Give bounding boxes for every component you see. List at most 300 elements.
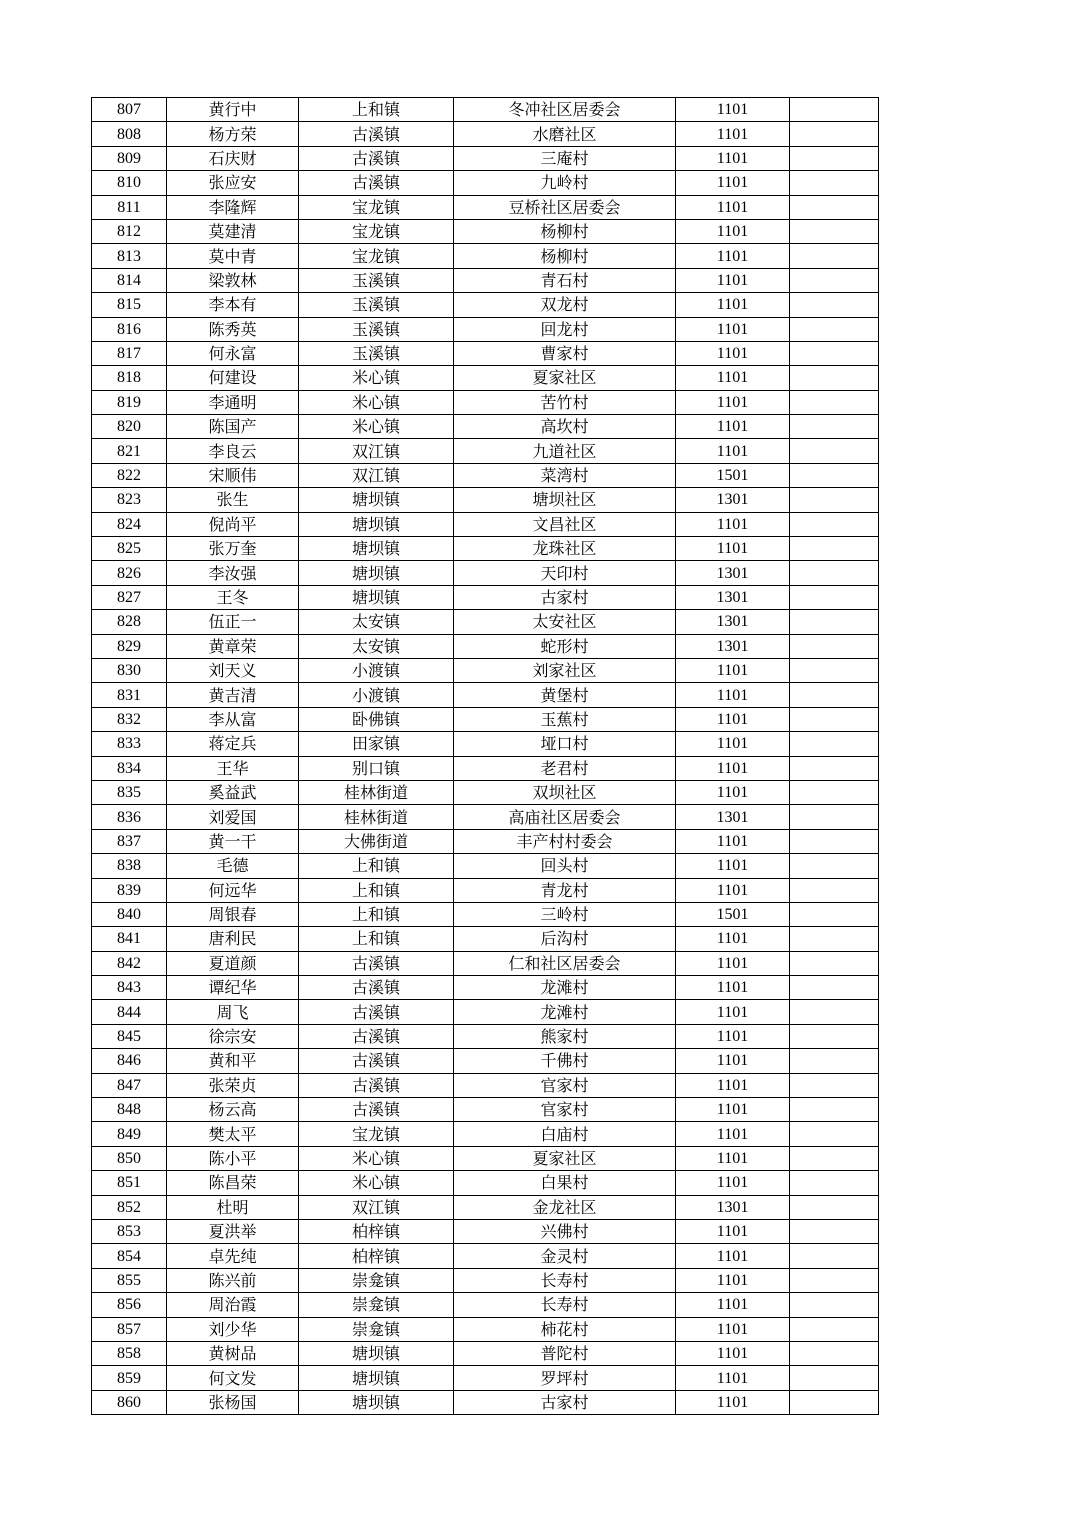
table-row bbox=[92, 634, 879, 658]
code-cell: 1101 bbox=[676, 146, 790, 170]
code-cell: 1101 bbox=[676, 317, 790, 341]
name-cell: 刘爱国 bbox=[167, 805, 299, 829]
code-cell: 1101 bbox=[676, 878, 790, 902]
code-cell: 1101 bbox=[676, 1268, 790, 1292]
name-cell: 黄和平 bbox=[167, 1049, 299, 1073]
name-cell: 李从富 bbox=[167, 707, 299, 731]
remark-cell bbox=[790, 1390, 879, 1414]
remark-cell bbox=[790, 1293, 879, 1317]
town-cell: 卧佛镇 bbox=[299, 707, 454, 731]
remark-cell bbox=[790, 1244, 879, 1268]
name-cell: 陈兴前 bbox=[167, 1268, 299, 1292]
remark-cell bbox=[790, 780, 879, 804]
town-cell: 塘坝镇 bbox=[299, 488, 454, 512]
row-number-cell: 839 bbox=[92, 878, 167, 902]
row-number-cell: 825 bbox=[92, 537, 167, 561]
table-row bbox=[92, 683, 879, 707]
row-number-cell: 817 bbox=[92, 341, 167, 365]
table-row bbox=[92, 1000, 879, 1024]
row-number-cell: 810 bbox=[92, 171, 167, 195]
name-cell: 陈小平 bbox=[167, 1146, 299, 1170]
remark-cell bbox=[790, 1024, 879, 1048]
remark-cell bbox=[790, 537, 879, 561]
remark-cell bbox=[790, 195, 879, 219]
town-cell: 古溪镇 bbox=[299, 951, 454, 975]
remark-cell bbox=[790, 829, 879, 853]
remark-cell bbox=[790, 146, 879, 170]
name-cell: 周飞 bbox=[167, 1000, 299, 1024]
town-cell: 太安镇 bbox=[299, 634, 454, 658]
town-cell: 玉溪镇 bbox=[299, 341, 454, 365]
code-cell: 1101 bbox=[676, 244, 790, 268]
town-cell: 田家镇 bbox=[299, 732, 454, 756]
town-cell: 米心镇 bbox=[299, 366, 454, 390]
remark-cell bbox=[790, 927, 879, 951]
table-row bbox=[92, 1098, 879, 1122]
row-number-cell: 848 bbox=[92, 1098, 167, 1122]
table-row bbox=[92, 1171, 879, 1195]
table-row bbox=[92, 756, 879, 780]
table-row bbox=[92, 780, 879, 804]
name-cell: 张万奎 bbox=[167, 537, 299, 561]
town-cell: 塘坝镇 bbox=[299, 1341, 454, 1365]
remark-cell bbox=[790, 1049, 879, 1073]
row-number-cell: 860 bbox=[92, 1390, 167, 1414]
row-number-cell: 812 bbox=[92, 219, 167, 243]
village-cell: 白庙村 bbox=[454, 1122, 676, 1146]
village-cell: 柿花村 bbox=[454, 1317, 676, 1341]
village-cell: 天印村 bbox=[454, 561, 676, 585]
village-cell: 夏家社区 bbox=[454, 366, 676, 390]
table-row bbox=[92, 829, 879, 853]
remark-cell bbox=[790, 244, 879, 268]
table-row bbox=[92, 561, 879, 585]
village-cell: 千佛村 bbox=[454, 1049, 676, 1073]
town-cell: 崇龛镇 bbox=[299, 1293, 454, 1317]
table-row bbox=[92, 439, 879, 463]
code-cell: 1101 bbox=[676, 658, 790, 682]
town-cell: 古溪镇 bbox=[299, 1000, 454, 1024]
village-cell: 青龙村 bbox=[454, 878, 676, 902]
code-cell: 1101 bbox=[676, 1098, 790, 1122]
name-cell: 黄章荣 bbox=[167, 634, 299, 658]
village-cell: 熊家村 bbox=[454, 1024, 676, 1048]
town-cell: 古溪镇 bbox=[299, 146, 454, 170]
row-number-cell: 843 bbox=[92, 976, 167, 1000]
code-cell: 1301 bbox=[676, 1195, 790, 1219]
name-cell: 陈秀英 bbox=[167, 317, 299, 341]
name-cell: 杜明 bbox=[167, 1195, 299, 1219]
code-cell: 1301 bbox=[676, 634, 790, 658]
table-row bbox=[92, 854, 879, 878]
village-cell: 兴佛村 bbox=[454, 1219, 676, 1243]
village-cell: 水磨社区 bbox=[454, 122, 676, 146]
code-cell: 1101 bbox=[676, 829, 790, 853]
village-cell: 高坎村 bbox=[454, 415, 676, 439]
code-cell: 1101 bbox=[676, 976, 790, 1000]
name-cell: 何永富 bbox=[167, 341, 299, 365]
remark-cell bbox=[790, 1000, 879, 1024]
row-number-cell: 840 bbox=[92, 902, 167, 926]
table-row bbox=[92, 366, 879, 390]
row-number-cell: 849 bbox=[92, 1122, 167, 1146]
table-row bbox=[92, 293, 879, 317]
table-row bbox=[92, 927, 879, 951]
town-cell: 米心镇 bbox=[299, 1146, 454, 1170]
village-cell: 黄堡村 bbox=[454, 683, 676, 707]
remark-cell bbox=[790, 707, 879, 731]
name-cell: 周治霞 bbox=[167, 1293, 299, 1317]
village-cell: 古家村 bbox=[454, 585, 676, 609]
code-cell: 1101 bbox=[676, 1024, 790, 1048]
row-number-cell: 851 bbox=[92, 1171, 167, 1195]
name-cell: 陈国产 bbox=[167, 415, 299, 439]
name-cell: 王华 bbox=[167, 756, 299, 780]
code-cell: 1101 bbox=[676, 1146, 790, 1170]
remark-cell bbox=[790, 1146, 879, 1170]
table-row bbox=[92, 805, 879, 829]
row-number-cell: 847 bbox=[92, 1073, 167, 1097]
table-row bbox=[92, 976, 879, 1000]
table-row bbox=[92, 98, 879, 122]
row-number-cell: 838 bbox=[92, 854, 167, 878]
village-cell: 垭口村 bbox=[454, 732, 676, 756]
remark-cell bbox=[790, 610, 879, 634]
remark-cell bbox=[790, 98, 879, 122]
village-cell: 金龙社区 bbox=[454, 1195, 676, 1219]
table-row bbox=[92, 415, 879, 439]
remark-cell bbox=[790, 951, 879, 975]
table-row bbox=[92, 122, 879, 146]
town-cell: 塘坝镇 bbox=[299, 537, 454, 561]
row-number-cell: 824 bbox=[92, 512, 167, 536]
village-cell: 官家村 bbox=[454, 1098, 676, 1122]
remark-cell bbox=[790, 366, 879, 390]
remark-cell bbox=[790, 415, 879, 439]
row-number-cell: 823 bbox=[92, 488, 167, 512]
town-cell: 双江镇 bbox=[299, 1195, 454, 1219]
code-cell: 1101 bbox=[676, 927, 790, 951]
row-number-cell: 841 bbox=[92, 927, 167, 951]
code-cell: 1101 bbox=[676, 293, 790, 317]
table-row bbox=[92, 537, 879, 561]
code-cell: 1101 bbox=[676, 707, 790, 731]
remark-cell bbox=[790, 683, 879, 707]
row-number-cell: 855 bbox=[92, 1268, 167, 1292]
remark-cell bbox=[790, 902, 879, 926]
code-cell: 1101 bbox=[676, 1171, 790, 1195]
row-number-cell: 859 bbox=[92, 1366, 167, 1390]
table-row bbox=[92, 1293, 879, 1317]
town-cell: 上和镇 bbox=[299, 98, 454, 122]
village-cell: 菜湾村 bbox=[454, 463, 676, 487]
row-number-cell: 822 bbox=[92, 463, 167, 487]
row-number-cell: 858 bbox=[92, 1341, 167, 1365]
row-number-cell: 828 bbox=[92, 610, 167, 634]
remark-cell bbox=[790, 122, 879, 146]
village-cell: 金灵村 bbox=[454, 1244, 676, 1268]
row-number-cell: 829 bbox=[92, 634, 167, 658]
town-cell: 宝龙镇 bbox=[299, 219, 454, 243]
row-number-cell: 835 bbox=[92, 780, 167, 804]
town-cell: 米心镇 bbox=[299, 1171, 454, 1195]
village-cell: 长寿村 bbox=[454, 1268, 676, 1292]
village-cell: 杨柳村 bbox=[454, 244, 676, 268]
name-cell: 奚益武 bbox=[167, 780, 299, 804]
town-cell: 塘坝镇 bbox=[299, 1390, 454, 1414]
code-cell: 1301 bbox=[676, 805, 790, 829]
row-number-cell: 846 bbox=[92, 1049, 167, 1073]
row-number-cell: 830 bbox=[92, 658, 167, 682]
code-cell: 1101 bbox=[676, 1366, 790, 1390]
code-cell: 1101 bbox=[676, 732, 790, 756]
code-cell: 1101 bbox=[676, 780, 790, 804]
name-cell: 张荣贞 bbox=[167, 1073, 299, 1097]
remark-cell bbox=[790, 1195, 879, 1219]
name-cell: 石庆财 bbox=[167, 146, 299, 170]
town-cell: 大佛街道 bbox=[299, 829, 454, 853]
name-cell: 杨云高 bbox=[167, 1098, 299, 1122]
town-cell: 崇龛镇 bbox=[299, 1268, 454, 1292]
town-cell: 古溪镇 bbox=[299, 171, 454, 195]
row-number-cell: 856 bbox=[92, 1293, 167, 1317]
village-cell: 杨柳村 bbox=[454, 219, 676, 243]
remark-cell bbox=[790, 390, 879, 414]
table-row bbox=[92, 1146, 879, 1170]
name-cell: 何远华 bbox=[167, 878, 299, 902]
code-cell: 1101 bbox=[676, 951, 790, 975]
town-cell: 小渡镇 bbox=[299, 658, 454, 682]
table-row bbox=[92, 1390, 879, 1414]
town-cell: 桂林街道 bbox=[299, 805, 454, 829]
village-cell: 长寿村 bbox=[454, 1293, 676, 1317]
row-number-cell: 837 bbox=[92, 829, 167, 853]
row-number-cell: 826 bbox=[92, 561, 167, 585]
table-row bbox=[92, 707, 879, 731]
table-row bbox=[92, 195, 879, 219]
row-number-cell: 821 bbox=[92, 439, 167, 463]
code-cell: 1101 bbox=[676, 390, 790, 414]
remark-cell bbox=[790, 512, 879, 536]
town-cell: 上和镇 bbox=[299, 854, 454, 878]
town-cell: 玉溪镇 bbox=[299, 268, 454, 292]
row-number-cell: 811 bbox=[92, 195, 167, 219]
town-cell: 宝龙镇 bbox=[299, 1122, 454, 1146]
code-cell: 1101 bbox=[676, 366, 790, 390]
row-number-cell: 809 bbox=[92, 146, 167, 170]
town-cell: 玉溪镇 bbox=[299, 317, 454, 341]
row-number-cell: 819 bbox=[92, 390, 167, 414]
code-cell: 1301 bbox=[676, 561, 790, 585]
row-number-cell: 815 bbox=[92, 293, 167, 317]
remark-cell bbox=[790, 317, 879, 341]
village-cell: 塘坝社区 bbox=[454, 488, 676, 512]
table-row bbox=[92, 390, 879, 414]
name-cell: 卓先纯 bbox=[167, 1244, 299, 1268]
village-cell: 双龙村 bbox=[454, 293, 676, 317]
town-cell: 小渡镇 bbox=[299, 683, 454, 707]
name-cell: 伍正一 bbox=[167, 610, 299, 634]
remark-cell bbox=[790, 1122, 879, 1146]
code-cell: 1101 bbox=[676, 341, 790, 365]
village-cell: 曹家村 bbox=[454, 341, 676, 365]
name-cell: 黄行中 bbox=[167, 98, 299, 122]
name-cell: 陈昌荣 bbox=[167, 1171, 299, 1195]
town-cell: 柏梓镇 bbox=[299, 1244, 454, 1268]
town-cell: 上和镇 bbox=[299, 927, 454, 951]
table-row bbox=[92, 219, 879, 243]
row-number-cell: 857 bbox=[92, 1317, 167, 1341]
village-cell: 三岭村 bbox=[454, 902, 676, 926]
row-number-cell: 832 bbox=[92, 707, 167, 731]
village-cell: 九道社区 bbox=[454, 439, 676, 463]
table-row bbox=[92, 732, 879, 756]
remark-cell bbox=[790, 1098, 879, 1122]
table-row bbox=[92, 171, 879, 195]
row-number-cell: 807 bbox=[92, 98, 167, 122]
village-cell: 龙滩村 bbox=[454, 976, 676, 1000]
village-cell: 太安社区 bbox=[454, 610, 676, 634]
row-number-cell: 853 bbox=[92, 1219, 167, 1243]
village-cell: 龙珠社区 bbox=[454, 537, 676, 561]
village-cell: 丰产村村委会 bbox=[454, 829, 676, 853]
table-row bbox=[92, 488, 879, 512]
row-number-cell: 842 bbox=[92, 951, 167, 975]
code-cell: 1101 bbox=[676, 1000, 790, 1024]
row-number-cell: 814 bbox=[92, 268, 167, 292]
name-cell: 刘少华 bbox=[167, 1317, 299, 1341]
name-cell: 黄吉清 bbox=[167, 683, 299, 707]
name-cell: 刘天义 bbox=[167, 658, 299, 682]
remark-cell bbox=[790, 439, 879, 463]
table-row bbox=[92, 1195, 879, 1219]
town-cell: 塘坝镇 bbox=[299, 561, 454, 585]
village-cell: 高庙社区居委会 bbox=[454, 805, 676, 829]
code-cell: 1101 bbox=[676, 1219, 790, 1243]
town-cell: 上和镇 bbox=[299, 902, 454, 926]
code-cell: 1101 bbox=[676, 219, 790, 243]
name-cell: 李通明 bbox=[167, 390, 299, 414]
remark-cell bbox=[790, 878, 879, 902]
town-cell: 柏梓镇 bbox=[299, 1219, 454, 1243]
remark-cell bbox=[790, 268, 879, 292]
code-cell: 1301 bbox=[676, 585, 790, 609]
remark-cell bbox=[790, 1268, 879, 1292]
remark-cell bbox=[790, 658, 879, 682]
village-cell: 九岭村 bbox=[454, 171, 676, 195]
row-number-cell: 834 bbox=[92, 756, 167, 780]
row-number-cell: 844 bbox=[92, 1000, 167, 1024]
code-cell: 1101 bbox=[676, 98, 790, 122]
name-cell: 黄树品 bbox=[167, 1341, 299, 1365]
name-cell: 徐宗安 bbox=[167, 1024, 299, 1048]
name-cell: 唐利民 bbox=[167, 927, 299, 951]
town-cell: 古溪镇 bbox=[299, 1098, 454, 1122]
table-body bbox=[92, 98, 879, 1415]
code-cell: 1101 bbox=[676, 1122, 790, 1146]
remark-cell bbox=[790, 293, 879, 317]
row-number-cell: 850 bbox=[92, 1146, 167, 1170]
town-cell: 古溪镇 bbox=[299, 122, 454, 146]
village-cell: 后沟村 bbox=[454, 927, 676, 951]
name-cell: 黄一干 bbox=[167, 829, 299, 853]
town-cell: 桂林街道 bbox=[299, 780, 454, 804]
town-cell: 双江镇 bbox=[299, 463, 454, 487]
town-cell: 上和镇 bbox=[299, 878, 454, 902]
remark-cell bbox=[790, 463, 879, 487]
village-cell: 回龙村 bbox=[454, 317, 676, 341]
table-row bbox=[92, 317, 879, 341]
town-cell: 别口镇 bbox=[299, 756, 454, 780]
table-row bbox=[92, 585, 879, 609]
code-cell: 1101 bbox=[676, 171, 790, 195]
town-cell: 塘坝镇 bbox=[299, 585, 454, 609]
table-row bbox=[92, 1073, 879, 1097]
town-cell: 古溪镇 bbox=[299, 1024, 454, 1048]
town-cell: 塘坝镇 bbox=[299, 512, 454, 536]
remark-cell bbox=[790, 732, 879, 756]
table-row bbox=[92, 1317, 879, 1341]
row-number-cell: 836 bbox=[92, 805, 167, 829]
name-cell: 李汝强 bbox=[167, 561, 299, 585]
row-number-cell: 818 bbox=[92, 366, 167, 390]
name-cell: 夏洪举 bbox=[167, 1219, 299, 1243]
record-table bbox=[91, 97, 879, 1415]
table-row bbox=[92, 512, 879, 536]
table-row bbox=[92, 463, 879, 487]
table-row bbox=[92, 878, 879, 902]
code-cell: 1101 bbox=[676, 1341, 790, 1365]
table-row bbox=[92, 1366, 879, 1390]
name-cell: 梁敦林 bbox=[167, 268, 299, 292]
town-cell: 宝龙镇 bbox=[299, 244, 454, 268]
town-cell: 米心镇 bbox=[299, 415, 454, 439]
remark-cell bbox=[790, 1317, 879, 1341]
table-row bbox=[92, 1024, 879, 1048]
code-cell: 1501 bbox=[676, 902, 790, 926]
village-cell: 普陀村 bbox=[454, 1341, 676, 1365]
village-cell: 夏家社区 bbox=[454, 1146, 676, 1170]
name-cell: 莫建清 bbox=[167, 219, 299, 243]
remark-cell bbox=[790, 1366, 879, 1390]
table-row bbox=[92, 610, 879, 634]
name-cell: 谭纪华 bbox=[167, 976, 299, 1000]
name-cell: 蒋定兵 bbox=[167, 732, 299, 756]
code-cell: 1301 bbox=[676, 488, 790, 512]
table-row bbox=[92, 1341, 879, 1365]
row-number-cell: 833 bbox=[92, 732, 167, 756]
name-cell: 毛德 bbox=[167, 854, 299, 878]
town-cell: 古溪镇 bbox=[299, 1073, 454, 1097]
row-number-cell: 827 bbox=[92, 585, 167, 609]
town-cell: 米心镇 bbox=[299, 390, 454, 414]
code-cell: 1101 bbox=[676, 1049, 790, 1073]
village-cell: 三庵村 bbox=[454, 146, 676, 170]
remark-cell bbox=[790, 171, 879, 195]
name-cell: 张应安 bbox=[167, 171, 299, 195]
table-row bbox=[92, 1244, 879, 1268]
remark-cell bbox=[790, 219, 879, 243]
name-cell: 樊太平 bbox=[167, 1122, 299, 1146]
village-cell: 官家村 bbox=[454, 1073, 676, 1097]
code-cell: 1101 bbox=[676, 1317, 790, 1341]
row-number-cell: 813 bbox=[92, 244, 167, 268]
name-cell: 李隆辉 bbox=[167, 195, 299, 219]
name-cell: 李本有 bbox=[167, 293, 299, 317]
table-row bbox=[92, 146, 879, 170]
remark-cell bbox=[790, 634, 879, 658]
village-cell: 龙滩村 bbox=[454, 1000, 676, 1024]
